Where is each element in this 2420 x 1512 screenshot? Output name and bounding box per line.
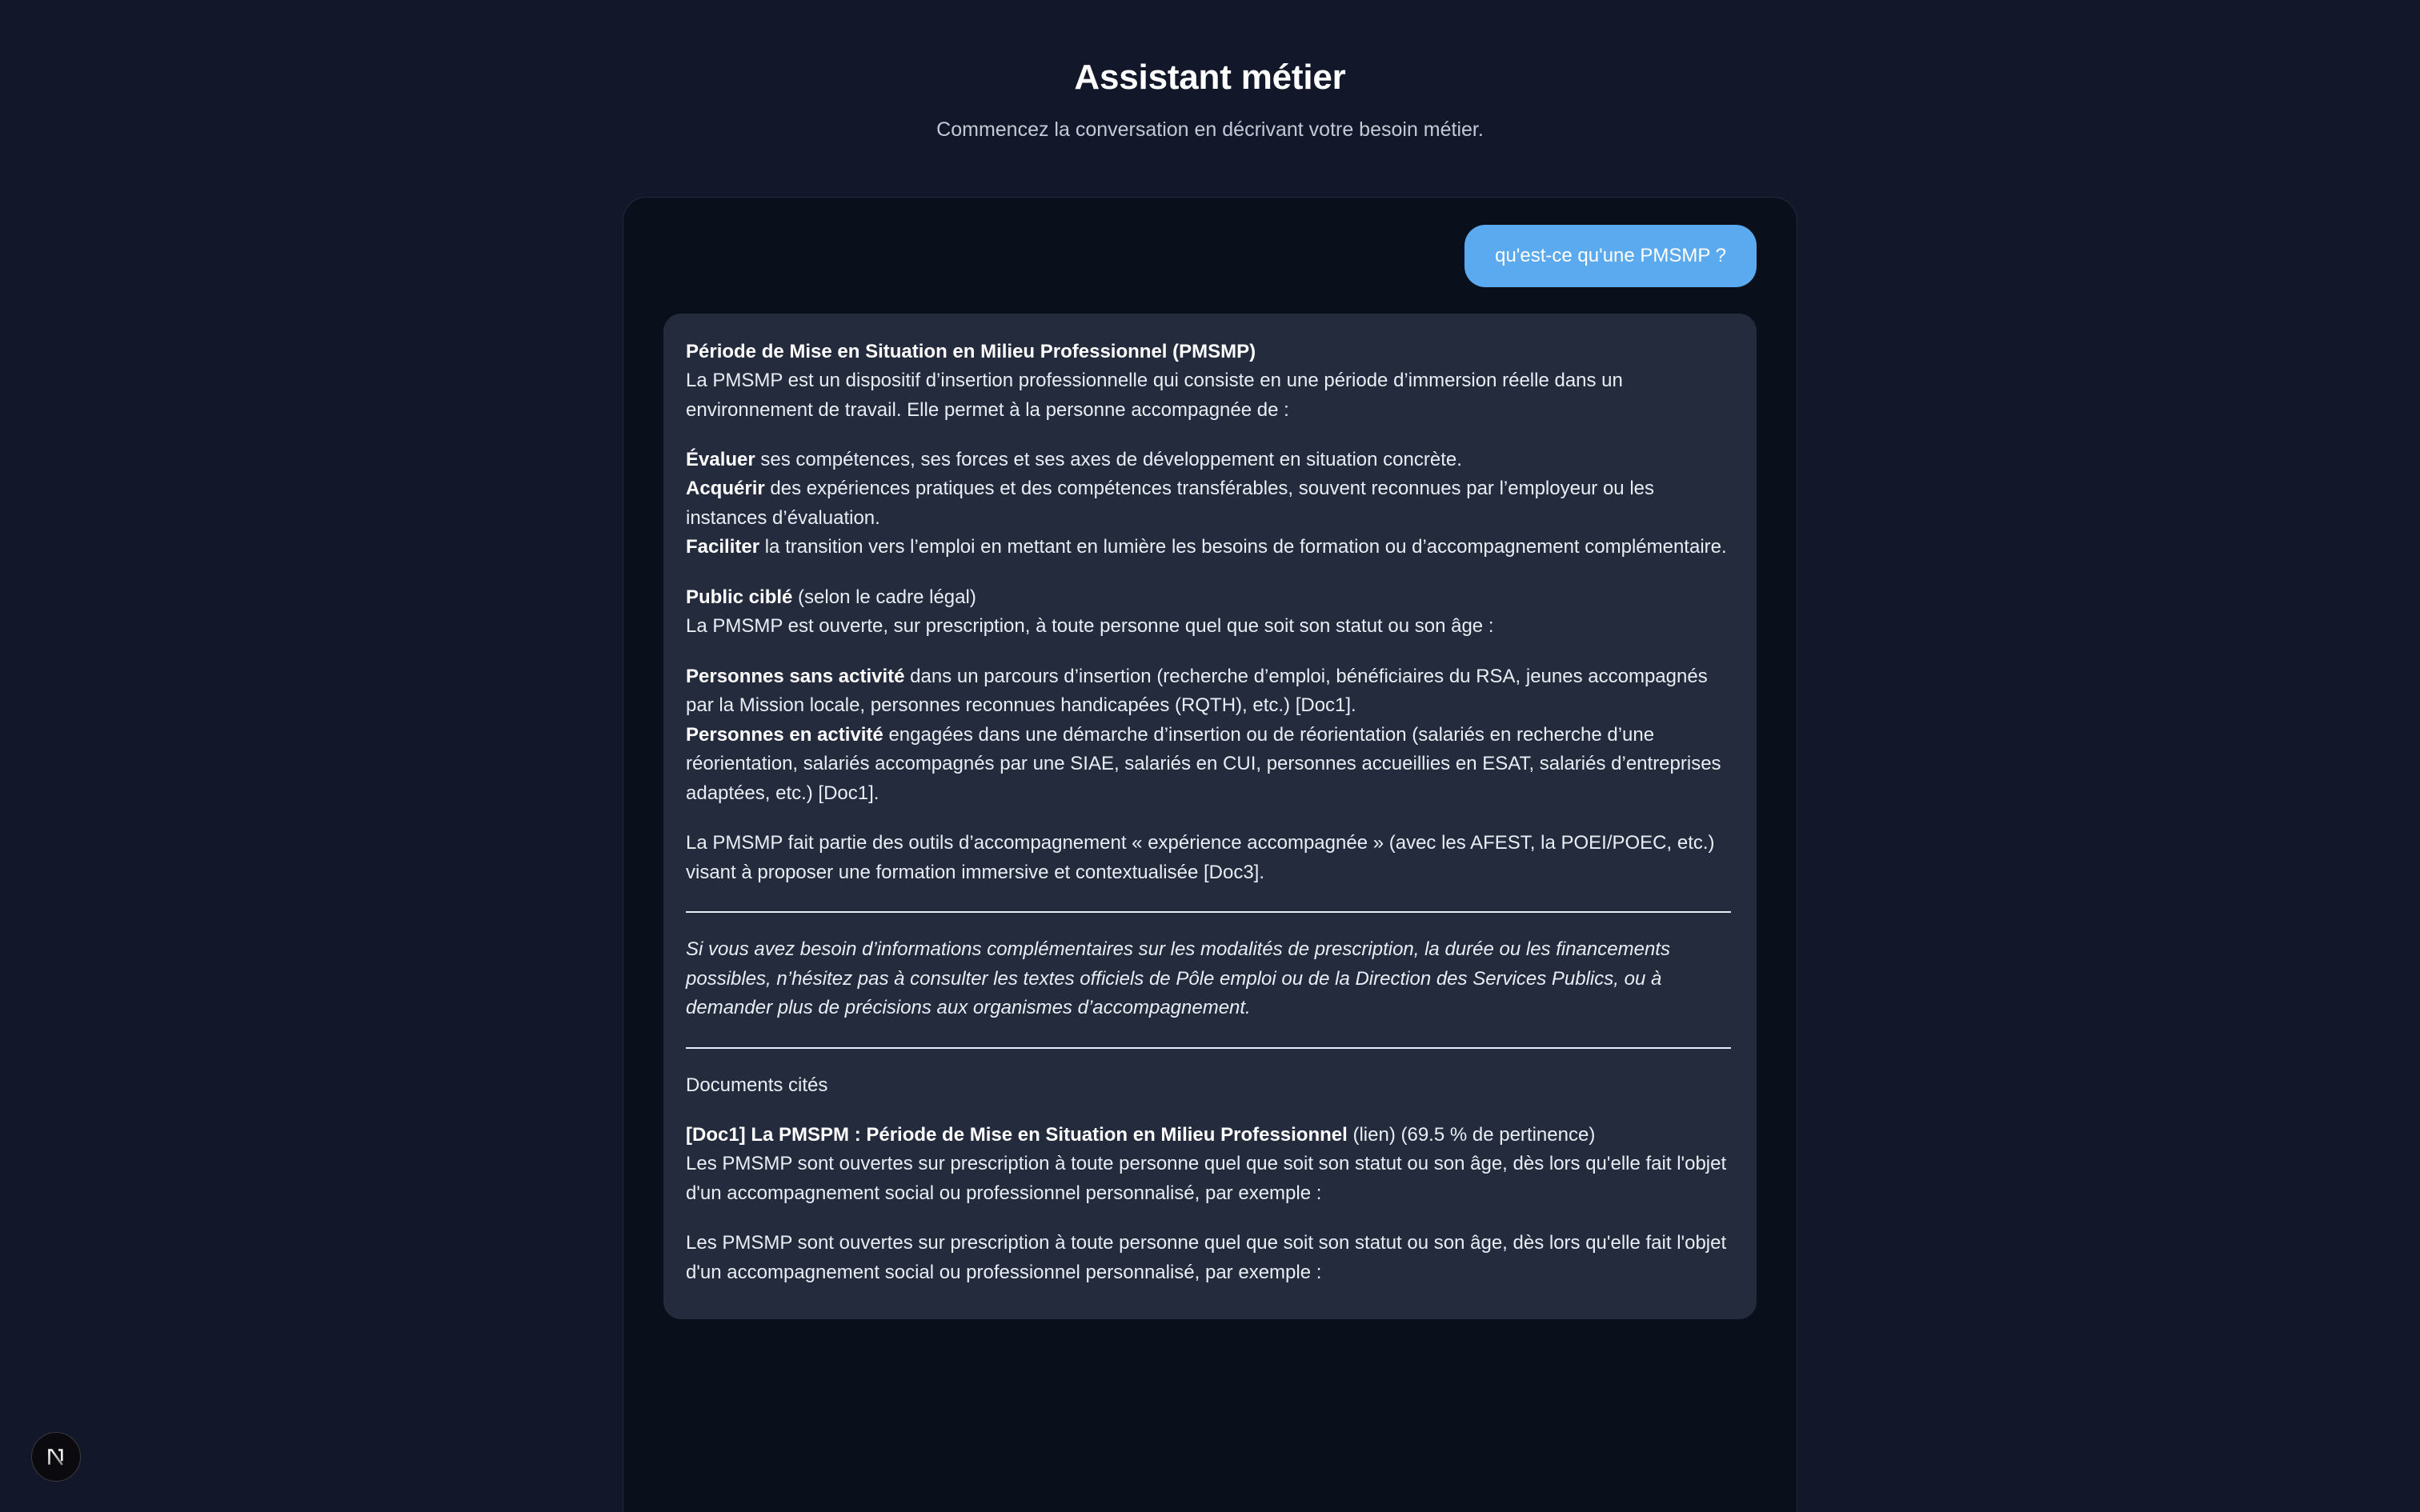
divider	[686, 911, 1731, 913]
assistant-message-bubble	[663, 314, 1757, 1320]
message-list	[663, 225, 1757, 1319]
spacer	[686, 808, 1731, 829]
assistant-intro: La PMSMP est un dispositif d’insertion professionnelle qui consiste en une période d’immersion réelle dans un environnement de travail. Elle permet à la personne accompagnée de :	[686, 370, 1623, 421]
spacer	[686, 1100, 1731, 1121]
nextjs-logo-icon	[42, 1443, 70, 1470]
audience-item: Personnes sans activité dans un parcours d’insertion (recherche d’emploi, bénéficiaires du RSA, jeunes accompagnés par la Mission locale, personnes reconnues handicapées (RQTH), etc.) [Doc1].	[686, 665, 1708, 717]
audience-intro: La PMSMP est ouverte, sur prescription, à toute personne quel que soit son statut ou son âge :	[686, 615, 1494, 638]
assistant-closing: La PMSMP fait partie des outils d’accompagnement « expérience accompagnée » (avec les AFEST, la POEI/POEC, etc.) visant à proposer une formation immersive et contextualisée [Doc3].	[686, 832, 1715, 883]
assistant-message-row	[663, 314, 1757, 1320]
document-meta: (lien) (69.5 % de pertinence)	[1347, 1123, 1596, 1146]
spacer	[686, 642, 1731, 662]
chat-panel[interactable]	[623, 197, 1797, 1512]
document-title: [Doc1] La PMSPM : Période de Mise en Situation en Milieu Professionnel	[686, 1123, 1348, 1146]
audience-heading: Public ciblé (selon le cadre légal)	[686, 586, 976, 608]
spacer	[686, 562, 1731, 583]
documents-heading: Documents cités	[686, 1074, 828, 1096]
user-message-row	[663, 225, 1757, 287]
objective-item: Évaluer ses compétences, ses forces et ses axes de développement en situation concrète.	[686, 449, 1462, 470]
document-citation	[686, 1121, 1731, 1150]
page-subtitle: Commencez la conversation en décrivant votre besoin métier.	[936, 118, 1484, 141]
spacer	[686, 425, 1731, 446]
divider	[686, 1047, 1731, 1049]
page-title: Assistant métier	[1074, 58, 1346, 97]
assistant-disclaimer: Si vous avez besoin d’informations complémentaires sur les modalités de prescription, la durée ou les financements possibles, n’hésitez pas à consulter les textes officiels de Pôle emploi ou de la Direction des Services Publics, ou à demander plus de précisions aux organismes d’accompagnement.	[686, 938, 1670, 1019]
assistant-heading: Période de Mise en Situation en Milieu Professionnel (PMSMP)	[686, 340, 1256, 362]
document-excerpt: Les PMSMP sont ouvertes sur prescription à toute personne quel que soit son statut ou son âge, dès lors qu'elle fait l'objet d'un accompagnement social ou professionnel personnalisé, par exemple :	[686, 1232, 1727, 1283]
objective-item: Acquérir des expériences pratiques et des compétences transférables, souvent reconnues par l’employeur ou les instances d’évaluation.	[686, 478, 1655, 529]
spacer	[686, 1208, 1731, 1229]
audience-item: Personnes en activité engagées dans une démarche d’insertion ou de réorientation (salariés en recherche d’une réorientation, salariés accompagnés par une SIAE, salariés en CUI, personnes accueillies en ESAT, salariés d’entreprises adaptées, etc.) [Doc1].	[686, 723, 1721, 804]
user-message-bubble: qu'est-ce qu'une PMSMP ?	[1464, 225, 1757, 287]
document-excerpt: Les PMSMP sont ouvertes sur prescription à toute personne quel que soit son statut ou son âge, dès lors qu'elle fait l'objet d'un accompagnement social ou professionnel personnalisé, par exemple :	[686, 1153, 1727, 1204]
nextjs-dev-tools-badge[interactable]	[31, 1432, 81, 1482]
page-header	[0, 0, 2420, 144]
objective-item: Faciliter la transition vers l’emploi en mettant en lumière les besoins de formation ou d’accompagnement complémentaire.	[686, 536, 1727, 558]
